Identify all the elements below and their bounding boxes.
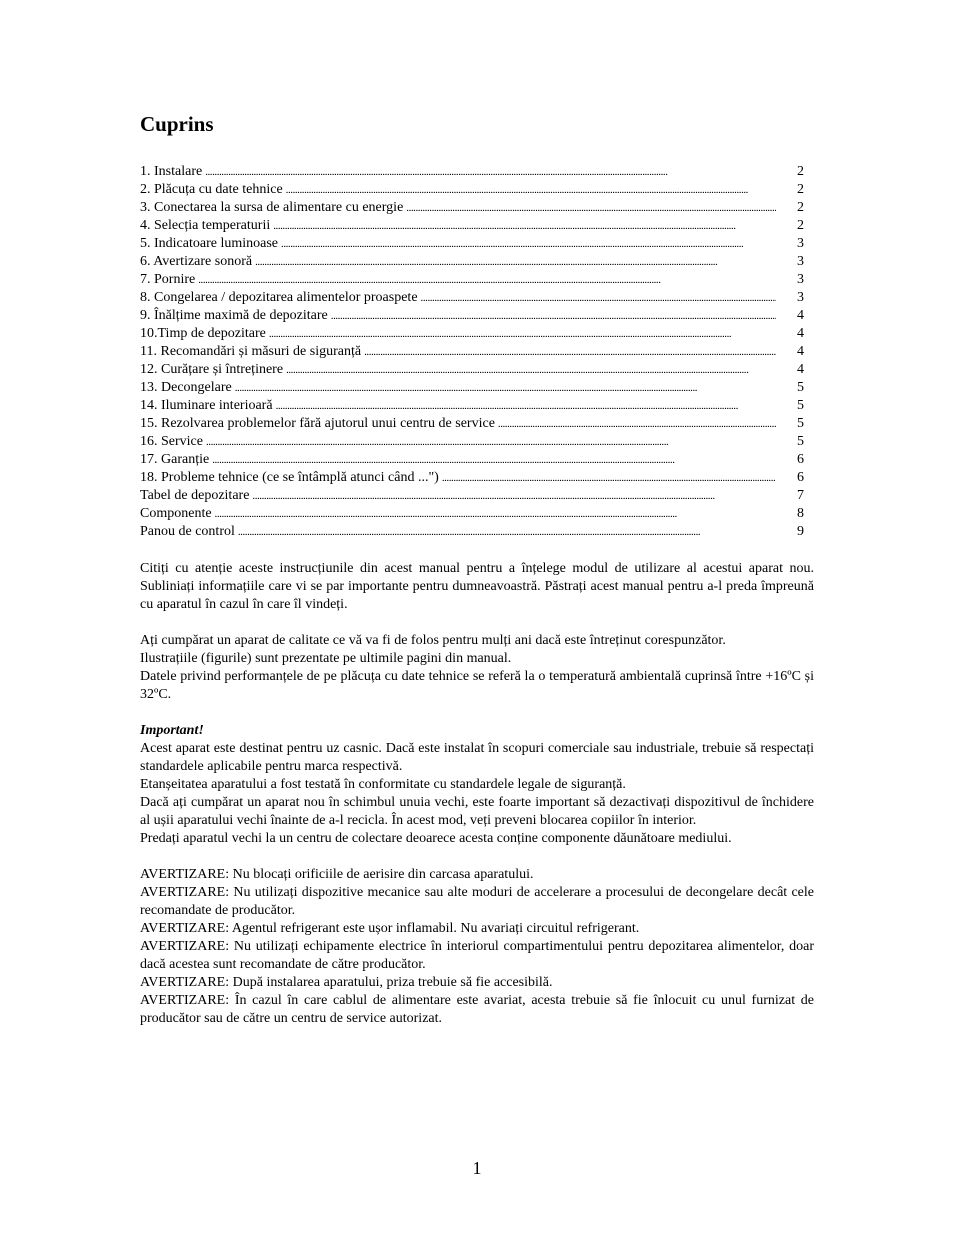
toc-label: 7. Pornire — [140, 272, 196, 287]
toc-entry[interactable] — [140, 523, 804, 541]
toc-label: 10.Timp de depozitare — [140, 326, 266, 341]
toc-label: 9. Înălțime maximă de depozitare — [140, 308, 328, 323]
toc-page: 3 — [797, 254, 804, 269]
intro-paragraph: Citiți cu atenție aceste instrucțiunile din acest manual pentru a înțelege modul de utilizare al acestui aparat nou. Subliniați informațiile care vi se par importante pentru dumneavoastră. Păstrați acest manual pentru a-l preda împreună cu aparatul în cazul în care îl vindeți. — [140, 561, 814, 612]
toc-page: 5 — [797, 434, 804, 449]
toc-page: 8 — [797, 506, 804, 521]
quality-line: Ați cumpărat un aparat de calitate ce vă va fi de folos pentru mulți ani dacă este întreținut corespunzător. — [140, 633, 726, 648]
toc-entry[interactable] — [140, 235, 804, 253]
toc-entry[interactable] — [140, 505, 804, 523]
toc-entry[interactable] — [140, 487, 804, 505]
warning-line: AVERTIZARE: În cazul în care cablul de alimentare este avariat, acesta trebuie să fie înlocuit cu unul furnizat de producător sau de către un centru de service autorizat. — [140, 993, 814, 1026]
toc-entry[interactable] — [140, 163, 804, 181]
warning-line: AVERTIZARE: Nu utilizați echipamente electrice în interiorul compartimentului pentru depozitarea alimentelor, doar dacă acestea sunt recomandate de către producător. — [140, 939, 814, 972]
toc-label: 16. Service — [140, 434, 203, 449]
toc-page: 3 — [797, 290, 804, 305]
toc-label: Componente — [140, 506, 212, 521]
toc-entry[interactable] — [140, 451, 804, 469]
important-heading: Important! — [140, 723, 204, 738]
toc-entry[interactable] — [140, 469, 804, 487]
toc-page: 4 — [797, 344, 804, 359]
important-line: Predați aparatul vechi la un centru de colectare deoarece acesta conține componente dăunătoare mediului. — [140, 831, 732, 846]
toc-entry[interactable] — [140, 217, 804, 235]
toc-page: 5 — [797, 380, 804, 395]
important-line: Etanșeitatea aparatului a fost testată în conformitate cu standardele legale de siguranță. — [140, 777, 626, 792]
toc-label: 1. Instalare — [140, 164, 203, 179]
toc-page: 2 — [797, 200, 804, 215]
toc-label: 18. Probleme tehnice (ce se întâmplă atunci când ...") — [140, 470, 439, 485]
toc-label: 12. Curățare și întreținere — [140, 362, 284, 377]
toc-page: 6 — [797, 470, 804, 485]
toc-label: 4. Selecția temperaturii — [140, 218, 271, 233]
toc-entry[interactable] — [140, 379, 804, 397]
toc-label: Tabel de depozitare — [140, 488, 250, 503]
toc-page: 3 — [797, 236, 804, 251]
toc-label: 15. Rezolvarea problemelor fără ajutorul unui centru de service — [140, 416, 495, 431]
warning-line: AVERTIZARE: Agentul refrigerant este ușor inflamabil. Nu avariați circuitul refrigerant. — [140, 921, 640, 936]
toc-label: 13. Decongelare — [140, 380, 232, 395]
toc-page: 4 — [797, 308, 804, 323]
toc-entry[interactable] — [140, 397, 804, 415]
toc-label: 11. Recomandări și măsuri de siguranță — [140, 344, 362, 359]
important-line: Acest aparat este destinat pentru uz casnic. Dacă este instalat în scopuri comerciale sau industriale, trebuie să respectați standardele aplicabile pentru marca respectivă. — [140, 741, 814, 774]
toc-entry[interactable] — [140, 307, 804, 325]
toc-label: 6. Avertizare sonoră — [140, 254, 253, 269]
quality-line: Datele privind performanțele de pe plăcuța cu date tehnice se referă la o temperatură ambientală cuprinsă între +16ºC și 32ºC. — [140, 669, 814, 702]
warning-line: AVERTIZARE: Nu blocați orificiile de aerisire din carcasa aparatului. — [140, 867, 534, 882]
toc-page: 5 — [797, 416, 804, 431]
toc-page: 9 — [797, 524, 804, 539]
toc-label: 8. Congelarea / depozitarea alimentelor proaspete — [140, 290, 418, 305]
toc-entry[interactable] — [140, 361, 804, 379]
toc-entry[interactable] — [140, 181, 804, 199]
toc-entry[interactable] — [140, 343, 804, 361]
toc-label: 3. Conectarea la sursa de alimentare cu energie — [140, 200, 404, 215]
toc-page: 2 — [797, 218, 804, 233]
table-of-contents — [140, 163, 804, 541]
important-section — [140, 722, 814, 848]
important-line: Dacă ați cumpărat un aparat nou în schimbul unuia vechi, este foarte important să dezactivați dispozitivul de închidere al ușii aparatului vechi înainte de a-l recicla. În acest mod, veți preveni blocarea copiilor în interior. — [140, 795, 814, 828]
toc-label: Panou de control — [140, 524, 235, 539]
toc-label: 2. Plăcuța cu date tehnice — [140, 182, 283, 197]
toc-entry[interactable] — [140, 325, 804, 343]
toc-page: 3 — [797, 272, 804, 287]
toc-entry[interactable] — [140, 253, 804, 271]
page-title: Cuprins — [140, 112, 214, 136]
warnings-section — [140, 866, 814, 1028]
toc-entry[interactable] — [140, 199, 804, 217]
toc-entry[interactable] — [140, 433, 804, 451]
quality-line: Ilustrațiile (figurile) sunt prezentate pe ultimile pagini din manual. — [140, 651, 512, 666]
toc-page: 4 — [797, 362, 804, 377]
toc-page: 7 — [797, 488, 804, 503]
toc-entry[interactable] — [140, 415, 804, 433]
toc-label: 14. Iluminare interioară — [140, 398, 273, 413]
toc-label: 5. Indicatoare luminoase — [140, 236, 279, 251]
warning-line: AVERTIZARE: Nu utilizați dispozitive mecanice sau alte moduri de accelerare a procesului de decongelare decât cele recomandate de producător. — [140, 885, 814, 918]
body-text — [140, 560, 814, 1028]
toc-page: 4 — [797, 326, 804, 341]
toc-entry[interactable] — [140, 271, 804, 289]
toc-entry[interactable] — [140, 289, 804, 307]
toc-page: 5 — [797, 398, 804, 413]
toc-page: 2 — [797, 182, 804, 197]
warning-line: AVERTIZARE: După instalarea aparatului, priza trebuie să fie accesibilă. — [140, 975, 553, 990]
page-number: 1 — [472, 1158, 482, 1178]
toc-page: 2 — [797, 164, 804, 179]
quality-section — [140, 632, 814, 704]
toc-label: 17. Garanție — [140, 452, 210, 467]
toc-page: 6 — [797, 452, 804, 467]
